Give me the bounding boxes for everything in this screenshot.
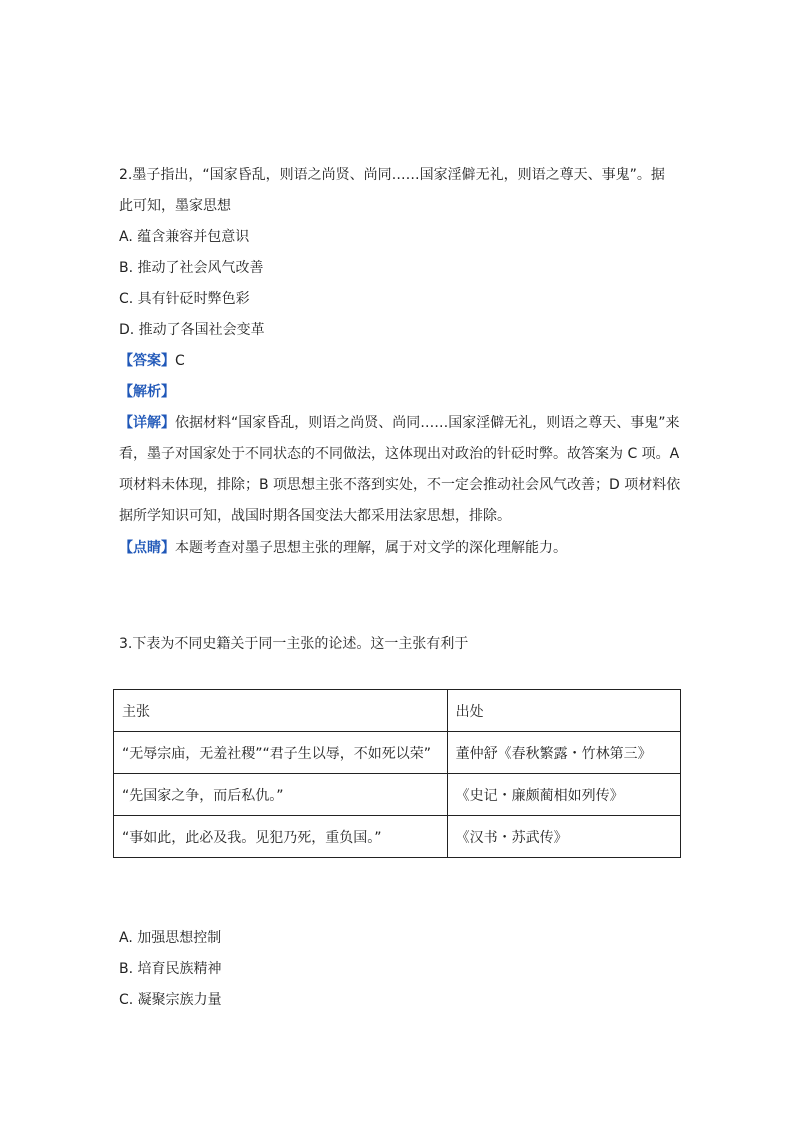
point-tag: 【点睛】 <box>119 540 175 556</box>
q2-point <box>119 538 567 558</box>
table-header-row <box>114 690 681 732</box>
analysis-tag: 【解析】 <box>119 384 175 400</box>
table-cell-source: 《汉书・苏武传》 <box>447 816 680 858</box>
q2-answer <box>119 351 185 371</box>
table-cell-claim: “无辱宗庙，无羞社稷”“君子生以辱，不如死以荣” <box>114 732 448 774</box>
q3-option-b: B. 培育民族精神 <box>119 961 222 977</box>
q2-analysis <box>119 382 175 402</box>
q2-detail-line2: 看，墨子对国家处于不同状态的不同做法，这体现出对政治的针砭时弊。故答案为 C 项。A <box>119 446 680 462</box>
table-cell-claim: “事如此，此必及我。见犯乃死，重负国。” <box>114 816 448 858</box>
q2-detail-line1 <box>119 413 680 433</box>
detail-tag: 【详解】 <box>119 415 175 431</box>
claims-table <box>113 689 681 858</box>
q2-detail-line4: 据所学知识可知，战国时期各国变法大都采用法家思想，排除。 <box>119 508 511 524</box>
q2-option-b: B. 推动了社会风气改善 <box>119 260 264 276</box>
detail-text-1: 依据材料“国家昏乱，则语之尚贤、尚同……国家淫僻无礼，则语之尊天、事鬼”来 <box>175 415 680 431</box>
point-text: 本题考查对墨子思想主张的理解，属于对文学的深化理解能力。 <box>175 540 567 556</box>
table-row <box>114 774 681 816</box>
answer-tag: 【答案】 <box>119 353 175 369</box>
q2-stem-line1: 2.墨子指出，“国家昏乱，则语之尚贤、尚同……国家淫僻无礼，则语之尊天、事鬼”。据 <box>119 167 665 183</box>
q3-stem: 3.下表为不同史籍关于同一主张的论述。这一主张有利于 <box>119 636 469 652</box>
table-cell-source: 《史记・廉颇蔺相如列传》 <box>447 774 680 816</box>
table-cell-source: 董仲舒《春秋繁露・竹林第三》 <box>447 732 680 774</box>
q3-option-a: A. 加强思想控制 <box>119 930 222 946</box>
table-cell-claim: “先国家之争，而后私仇。” <box>114 774 448 816</box>
q2-detail-line3: 项材料未体现，排除；B 项思想主张不落到实处，不一定会推动社会风气改善；D 项材料依 <box>119 477 681 493</box>
table-row <box>114 816 681 858</box>
answer-value: C <box>175 353 185 369</box>
q2-stem-line2: 此可知，墨家思想 <box>119 198 231 214</box>
table-row <box>114 732 681 774</box>
table-header-claim: 主张 <box>114 690 448 732</box>
q2-option-c: C. 具有针砭时弊色彩 <box>119 291 250 307</box>
q3-option-c: C. 凝聚宗族力量 <box>119 992 222 1008</box>
q2-option-a: A. 蕴含兼容并包意识 <box>119 229 250 245</box>
table-header-source: 出处 <box>447 690 680 732</box>
q2-option-d: D. 推动了各国社会变革 <box>119 322 265 338</box>
